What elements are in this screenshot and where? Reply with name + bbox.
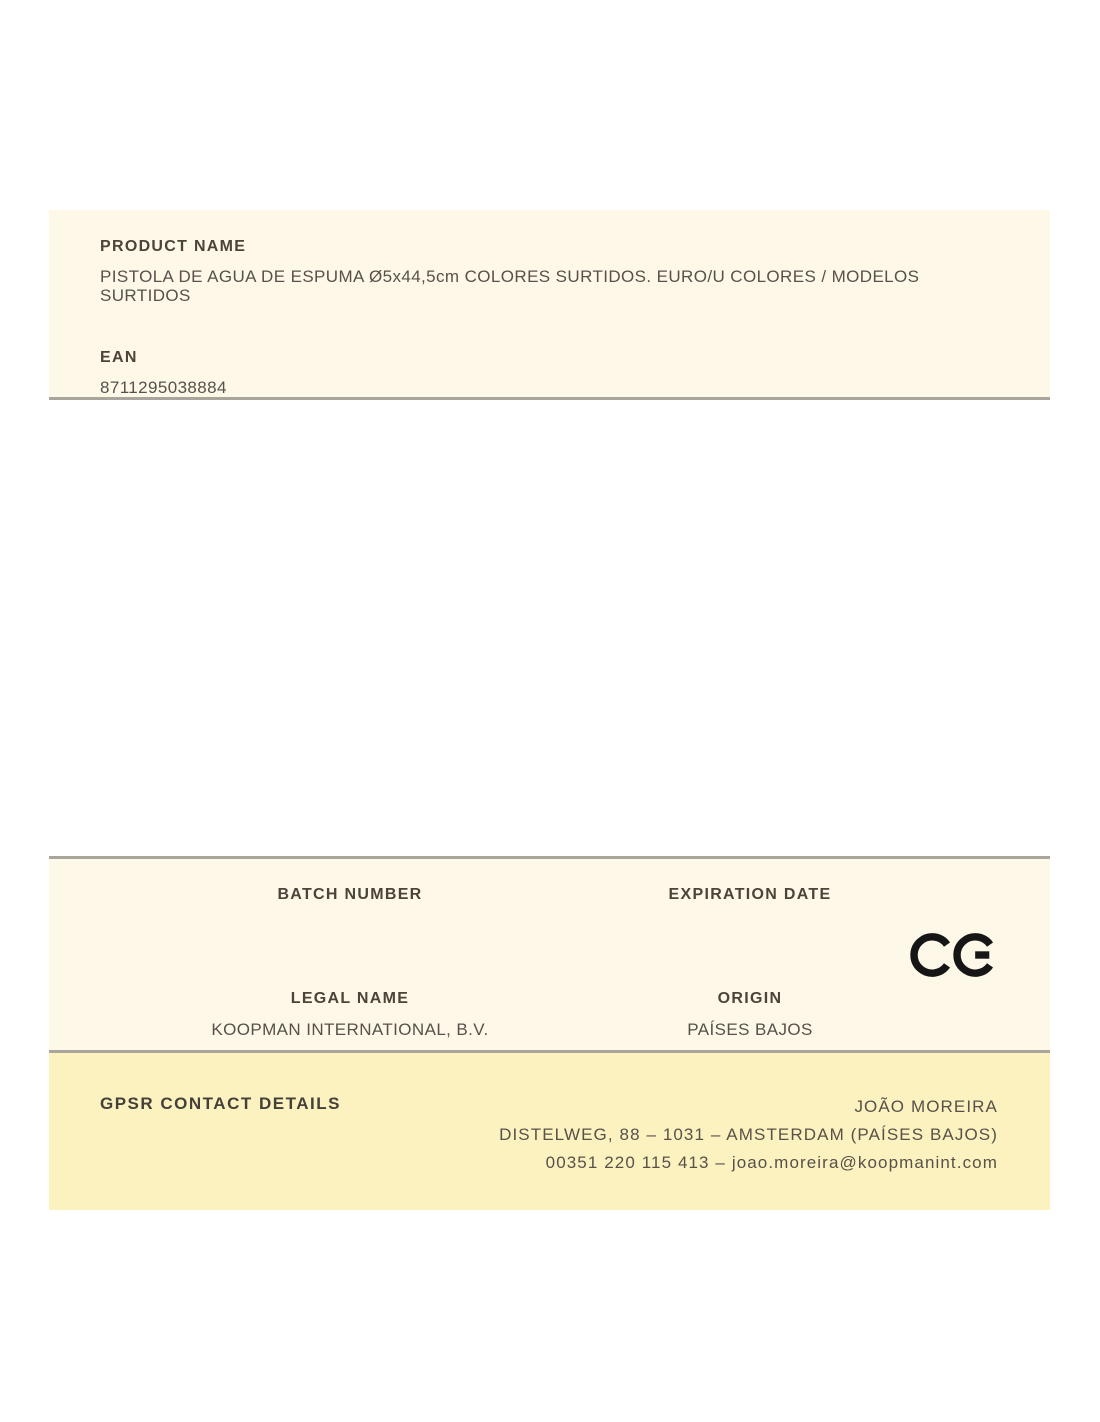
origin-field (687, 990, 812, 1039)
ce-mark-icon (910, 922, 996, 988)
legal-name-label: LEGAL NAME (290, 990, 410, 1007)
batch-section (49, 856, 1050, 1053)
contact-address: DISTELWEG, 88 – 1031 – AMSTERDAM (PAÍSES BAJOS) (499, 1125, 998, 1144)
ean-label: EAN (100, 349, 138, 366)
batch-column (100, 859, 600, 1050)
product-name-label: PRODUCT NAME (100, 238, 247, 255)
expiration-date-label: EXPIRATION DATE (668, 886, 832, 903)
gpsr-contact-block (499, 1093, 998, 1177)
origin-value: PAÍSES BAJOS (687, 1020, 813, 1039)
expiration-date-field (669, 886, 832, 916)
batch-number-field (277, 886, 422, 916)
product-section (49, 210, 1050, 400)
expiration-column (600, 859, 900, 1050)
contact-name: JOÃO MOREIRA (854, 1097, 998, 1116)
product-name-field (100, 238, 999, 305)
ce-mark-container (900, 859, 1050, 1050)
legal-name-field (211, 990, 488, 1039)
ean-value: 8711295038884 (100, 378, 227, 397)
legal-name-value: KOOPMAN INTERNATIONAL, B.V. (211, 1020, 489, 1039)
product-name-value: PISTOLA DE AGUA DE ESPUMA Ø5x44,5cm COLORES SURTIDOS. EURO/U COLORES / MODELOS SURTIDOS (100, 267, 920, 305)
gpsr-title: GPSR CONTACT DETAILS (100, 1094, 341, 1113)
ean-field (100, 349, 999, 397)
gpsr-section (49, 1053, 1050, 1210)
contact-phone-email: 00351 220 115 413 – joao.moreira@koopmanint.com (545, 1153, 998, 1172)
origin-label: ORIGIN (717, 990, 783, 1007)
batch-number-label: BATCH NUMBER (277, 886, 423, 903)
